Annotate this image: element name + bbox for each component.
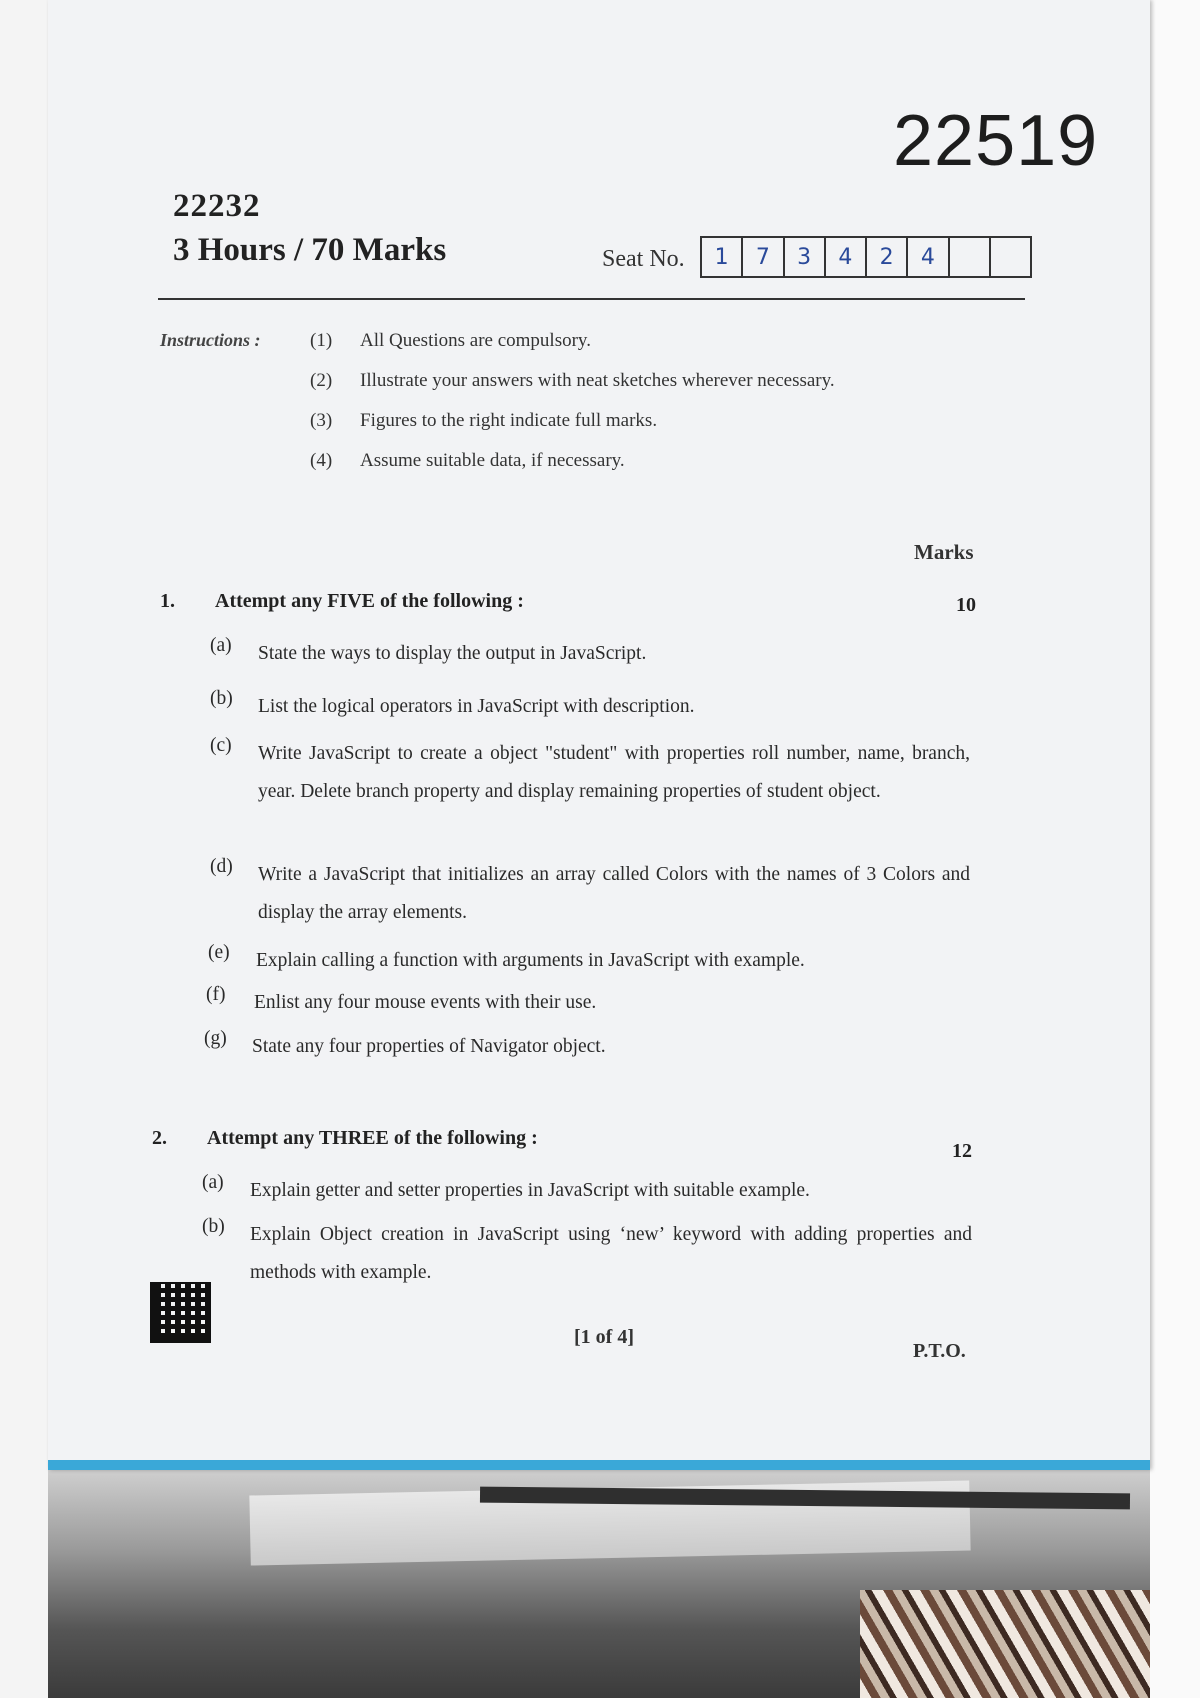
question-title: Attempt any THREE of the following : <box>207 1127 538 1149</box>
qr-code-icon <box>150 1282 211 1343</box>
instruction-item <box>310 450 835 490</box>
sub-question-text: Explain calling a function with arguments in JavaScript with example. <box>256 950 805 971</box>
instruction-item <box>310 410 835 450</box>
seat-digit: 4 <box>908 238 949 276</box>
sub-question-text: Write a JavaScript that initializes an array called Colors with the names of 3 Colors and display the array elements. <box>258 864 970 923</box>
question-number: 1. <box>160 590 175 612</box>
sub-question-letter: (c) <box>210 735 232 756</box>
question-heading <box>152 1127 538 1150</box>
instruction-text: All Questions are compulsory. <box>360 330 591 351</box>
sub-question-text: Explain getter and setter properties in JavaScript with suitable example. <box>250 1180 810 1201</box>
seat-digit: 1 <box>702 238 743 276</box>
seat-digit: 7 <box>743 238 784 276</box>
seat-digit: 2 <box>867 238 908 276</box>
instructions-list <box>310 330 835 490</box>
desk-background-right <box>1150 0 1200 1698</box>
sub-question <box>210 688 970 726</box>
sub-question <box>210 856 970 932</box>
subject-code: 22232 <box>173 188 261 224</box>
question-number: 2. <box>152 1127 167 1149</box>
instruction-text: Illustrate your answers with neat sketches wherever necessary. <box>360 370 835 391</box>
fabric-pattern <box>860 1590 1150 1698</box>
sub-question-letter: (d) <box>210 856 233 877</box>
sub-question <box>210 735 970 811</box>
sub-question-letter: (b) <box>210 688 233 709</box>
instruction-text: Figures to the right indicate full marks. <box>360 410 658 431</box>
header-divider <box>158 298 1025 300</box>
instructions-label: Instructions : <box>160 330 261 350</box>
sub-question-letter: (b) <box>202 1216 225 1237</box>
sub-question-letter: (a) <box>210 635 232 656</box>
marks-heading: Marks <box>914 540 974 564</box>
sub-question-text: Write JavaScript to create a object "student" with properties roll number, name, branch, year. Delete branch property and display remaining properties of student object. <box>258 743 970 802</box>
instruction-number: (4) <box>310 450 333 471</box>
sub-question <box>204 1028 964 1066</box>
seat-digit: 3 <box>785 238 826 276</box>
question-heading <box>160 590 524 613</box>
exam-paper-page <box>48 0 1150 1470</box>
instruction-text: Assume suitable data, if necessary. <box>360 450 625 471</box>
sub-question-text: State any four properties of Navigator object. <box>252 1036 606 1057</box>
instruction-number: (1) <box>310 330 333 351</box>
sub-question-letter: (e) <box>208 942 230 963</box>
sub-question-letter: (a) <box>202 1172 224 1193</box>
instruction-number: (2) <box>310 370 333 391</box>
sub-question-text: Explain Object creation in JavaScript using ‘new’ keyword with adding properties and methods with example. <box>250 1224 972 1283</box>
sub-question <box>210 635 970 673</box>
sub-question <box>202 1216 972 1292</box>
instruction-number: (3) <box>310 410 333 431</box>
instruction-item <box>310 330 835 370</box>
question-title: Attempt any FIVE of the following : <box>215 590 524 612</box>
sub-question-letter: (g) <box>204 1028 227 1049</box>
sub-question-text: Enlist any four mouse events with their use. <box>254 992 597 1013</box>
sub-question-text: List the logical operators in JavaScript with description. <box>258 696 695 717</box>
question-marks: 12 <box>952 1140 972 1162</box>
question-marks: 10 <box>956 594 976 616</box>
instruction-item <box>310 370 835 410</box>
desk-background-left <box>0 0 48 1698</box>
seat-number-boxes <box>700 236 1032 278</box>
sub-question <box>206 984 966 1022</box>
seat-digit <box>950 238 991 276</box>
seat-number-label: Seat No. <box>602 246 685 272</box>
duration-marks: 3 Hours / 70 Marks <box>173 232 447 268</box>
seat-digit: 4 <box>826 238 867 276</box>
sub-question <box>208 942 968 980</box>
sub-question-text: State the ways to display the output in JavaScript. <box>258 643 647 664</box>
sub-question-letter: (f) <box>206 984 226 1005</box>
page-number: [1 of 4] <box>574 1326 634 1348</box>
paper-code: 22519 <box>893 101 1099 181</box>
seat-digit <box>991 238 1030 276</box>
pto-label: P.T.O. <box>913 1340 966 1362</box>
sub-question <box>202 1172 972 1210</box>
